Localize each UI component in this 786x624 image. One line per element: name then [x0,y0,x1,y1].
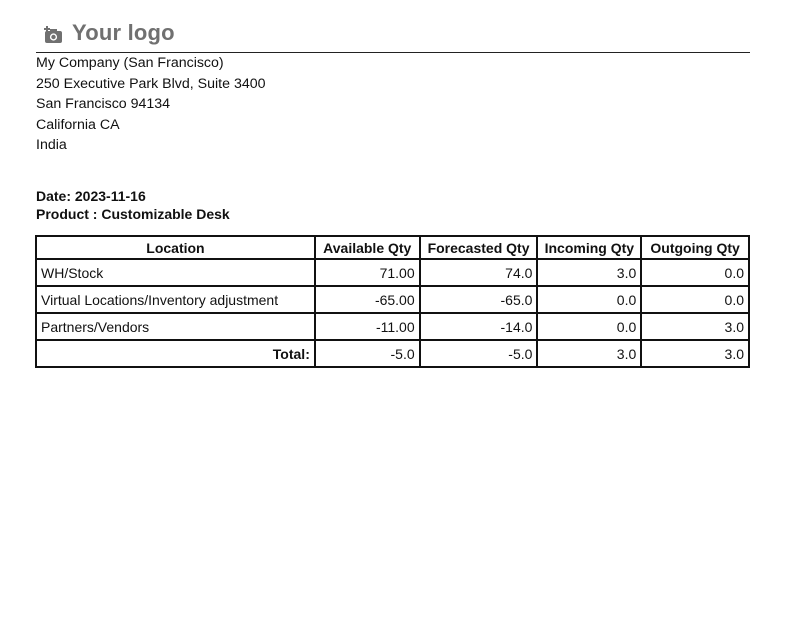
report-header [36,18,750,53]
header-incoming-qty: Incoming Qty [537,236,641,259]
table-row [36,286,749,313]
header-available-qty: Available Qty [315,236,420,259]
cell-available-qty: 71.00 [315,259,420,286]
address-city: San Francisco 94134 [36,96,171,112]
total-label: Total: [36,340,315,367]
camera-plus-icon [44,24,64,42]
address-country: India [36,137,67,153]
cell-incoming-qty: 0.0 [537,313,641,340]
table-header-row [36,236,749,259]
report-product: Product : Customizable Desk [36,206,230,222]
company-address [36,53,266,156]
header-outgoing-qty: Outgoing Qty [641,236,749,259]
cell-available-qty: -65.00 [315,286,420,313]
total-forecasted-qty: -5.0 [420,340,538,367]
header-forecasted-qty: Forecasted Qty [420,236,538,259]
cell-outgoing-qty: 0.0 [641,286,749,313]
cell-incoming-qty: 0.0 [537,286,641,313]
address-state: California CA [36,116,120,133]
total-outgoing-qty: 3.0 [641,340,749,367]
table-row [36,259,749,286]
logo-text: Your logo [72,20,175,45]
total-available-qty: -5.0 [315,340,420,367]
cell-incoming-qty: 3.0 [537,259,641,286]
cell-location: Virtual Locations/Inventory adjustment [36,286,315,313]
table-row [36,313,749,340]
cell-outgoing-qty: 3.0 [641,313,749,340]
table-total-row [36,340,749,367]
cell-forecasted-qty: -65.0 [420,286,538,313]
address-street: 250 Executive Park Blvd, Suite 3400 [36,75,266,92]
cell-location: Partners/Vendors [36,313,315,340]
report-date: Date: 2023-11-16 [36,188,146,204]
cell-forecasted-qty: 74.0 [420,259,538,286]
stock-table [35,235,750,368]
report-meta [36,187,230,223]
cell-forecasted-qty: -14.0 [420,313,538,340]
cell-available-qty: -11.00 [315,313,420,340]
company-name: My Company (San Francisco) [36,55,224,71]
header-location: Location [36,236,315,259]
cell-outgoing-qty: 0.0 [641,259,749,286]
company-logo [44,20,175,46]
total-incoming-qty: 3.0 [537,340,641,367]
cell-location: WH/Stock [36,259,315,286]
